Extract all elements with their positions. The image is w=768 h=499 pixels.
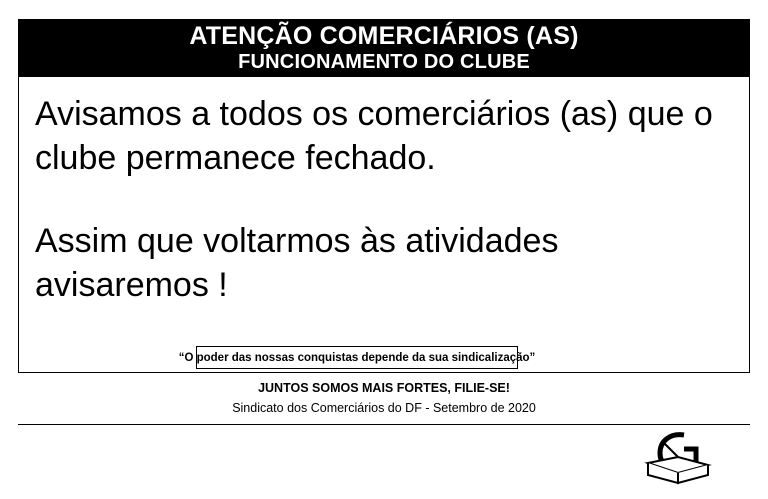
- notice-paragraph-2: Assim que voltarmos às atividades avisaremos !: [35, 222, 559, 304]
- footer-credit: Sindicato dos Comerciários do DF - Setembro de 2020: [232, 401, 536, 415]
- notice-paragraph-1: Avisamos a todos os comerciários (as) que o clube permanece fechado.: [35, 95, 713, 177]
- paragraph-spacer: [35, 180, 735, 220]
- notice-message: [35, 93, 735, 307]
- header-title-line2: FUNCIONAMENTO DO CLUBE: [238, 51, 530, 74]
- commerce-union-logo-icon: [634, 423, 720, 485]
- notice-body: [18, 77, 750, 373]
- header-band: [18, 19, 750, 77]
- header-title-line1: ATENÇÃO COMERCIÁRIOS (AS): [189, 21, 579, 50]
- quote-text: “O poder das nossas conquistas depende da sua sindicalização”: [178, 351, 536, 364]
- footer-slogan: JUNTOS SOMOS MAIS FORTES, FILIE-SE!: [258, 381, 510, 395]
- quote-box: [178, 346, 536, 369]
